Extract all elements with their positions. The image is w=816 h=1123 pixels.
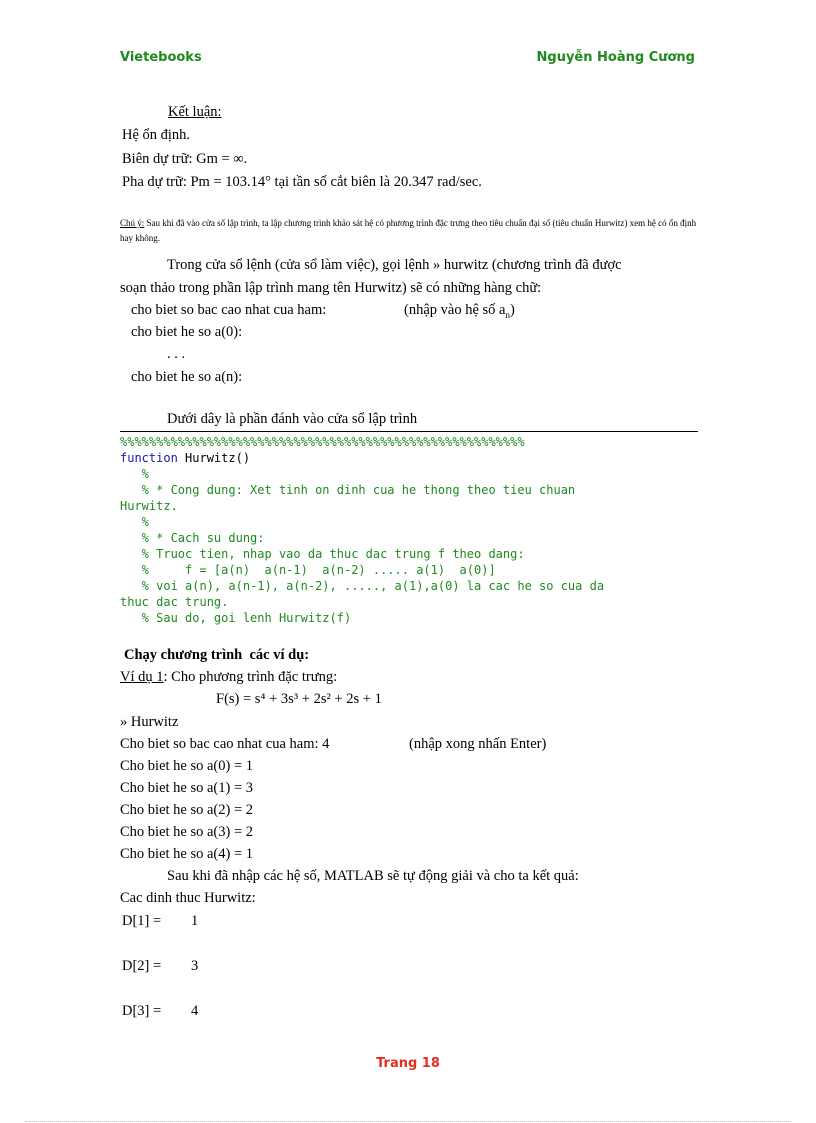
coeff-line: Cho biet he so a(1) = 3 bbox=[120, 780, 254, 796]
order-note: (nhập xong nhấn Enter) bbox=[409, 736, 547, 752]
coeff-line: Cho biet he so a(4) = 1 bbox=[120, 846, 254, 862]
header-left: Vietebooks bbox=[120, 50, 202, 65]
example-1-intro: Ví dụ 1: Cho phương trình đặc trưng: bbox=[120, 669, 338, 685]
header-right: Nguyễn Hoàng Cương bbox=[536, 50, 695, 65]
note bbox=[120, 216, 698, 246]
prompt-order: cho biet so bac cao nhat cua ham: bbox=[131, 302, 327, 318]
code-line-6: % * Cach su dung: bbox=[120, 531, 265, 545]
code-line-0: %%%%%%%%%%%%%%%%%%%%%%%%%%%%%%%%%%%%%%%%%%%%%%%%%%%%%%%% bbox=[120, 435, 525, 449]
prompt-order-note: (nhập vào hệ số $a_n$) bbox=[404, 302, 515, 320]
code-line-7: % Truoc tien, nhap vao da thuc dac trung f theo dang: bbox=[120, 547, 525, 561]
code-line-3: % * Cong dung: Xet tinh on dinh cua he thong theo tieu chuan bbox=[120, 483, 576, 497]
intro-line-2: soạn thảo trong phần lập trình mang tên Hurwitz) sẽ có những hàng chữ: bbox=[120, 280, 542, 296]
det-label: D[2] = bbox=[122, 958, 162, 974]
prompt-a0: cho biet he so a(0): bbox=[131, 324, 243, 340]
code-line-1: function Hurwitz() bbox=[120, 451, 251, 465]
code-line-4: Hurwitz. bbox=[120, 499, 178, 513]
conclusion-line-2: Biên dự trữ: Gm = ∞. bbox=[122, 151, 248, 167]
determinants-title: Cac dinh thuc Hurwitz: bbox=[120, 890, 256, 906]
code-line-10: thuc dac trung. bbox=[120, 595, 229, 609]
code-section-title: Dưới dây là phần đánh vào cửa sổ lập trình bbox=[167, 411, 418, 427]
equation: F(s) = s⁴ + 3s³ + 2s² + 2s + 1 bbox=[216, 691, 382, 707]
det-label: D[3] = bbox=[122, 1003, 162, 1019]
det-label: D[1] = bbox=[122, 913, 162, 929]
hurwitz-command: » Hurwitz bbox=[120, 714, 179, 730]
code-line-2: % bbox=[120, 467, 149, 481]
conclusion-heading: Kết luận: bbox=[168, 104, 222, 120]
det-value: 1 bbox=[191, 913, 199, 929]
coeff-line: Cho biet he so a(0) = 1 bbox=[120, 758, 254, 774]
code-line-9: % voi a(n), a(n-1), a(n-2), ....., a(1),a(0) la cac he so cua da bbox=[120, 579, 605, 593]
examples-heading: Chạy chương trình các ví dụ: bbox=[124, 647, 310, 663]
note-text: Sau khi đã vào cửa sổ lập trình, ta lập chương trình khảo sát hệ có phương trình đặc trưng theo tiêu chuẩn đại số (tiêu chuẩn Hurwitz) xem hệ có ổn định hay không. bbox=[120, 218, 697, 243]
order-line: Cho biet so bac cao nhat cua ham: 4 bbox=[120, 736, 330, 752]
coeff-line: Cho biet he so a(3) = 2 bbox=[120, 824, 254, 840]
prompt-ellipsis: . . . bbox=[167, 346, 186, 362]
conclusion-line-3: Pha dự trữ: Pm = 103.14° tại tần số cắt biên là 20.347 rad/sec. bbox=[122, 174, 482, 190]
intro-line-1: Trong cửa sổ lệnh (cửa sổ làm việc), gọi lệnh » hurwitz (chương trình đã được bbox=[167, 257, 622, 273]
page-bottom-border bbox=[25, 1121, 791, 1122]
det-value: 3 bbox=[191, 958, 199, 974]
code-line-5: % bbox=[120, 515, 149, 529]
note-label: Chú ý: bbox=[120, 218, 145, 228]
code-line-8: % f = [a(n) a(n-1) a(n-2) ..... a(1) a(0)] bbox=[120, 563, 496, 577]
coeff-line: Cho biet he so a(2) = 2 bbox=[120, 802, 254, 818]
conclusion-line-1: Hệ ổn định. bbox=[122, 127, 191, 143]
page-number: Trang 18 bbox=[376, 1056, 440, 1071]
det-value: 4 bbox=[191, 1003, 199, 1019]
divider bbox=[120, 431, 698, 432]
prompt-an: cho biet he so a(n): bbox=[131, 369, 243, 385]
code-line-11: % Sau do, goi lenh Hurwitz(f) bbox=[120, 611, 352, 625]
after-text: Sau khi đã nhập các hệ số, MATLAB sẽ tự động giải và cho ta kết quả: bbox=[167, 868, 579, 884]
